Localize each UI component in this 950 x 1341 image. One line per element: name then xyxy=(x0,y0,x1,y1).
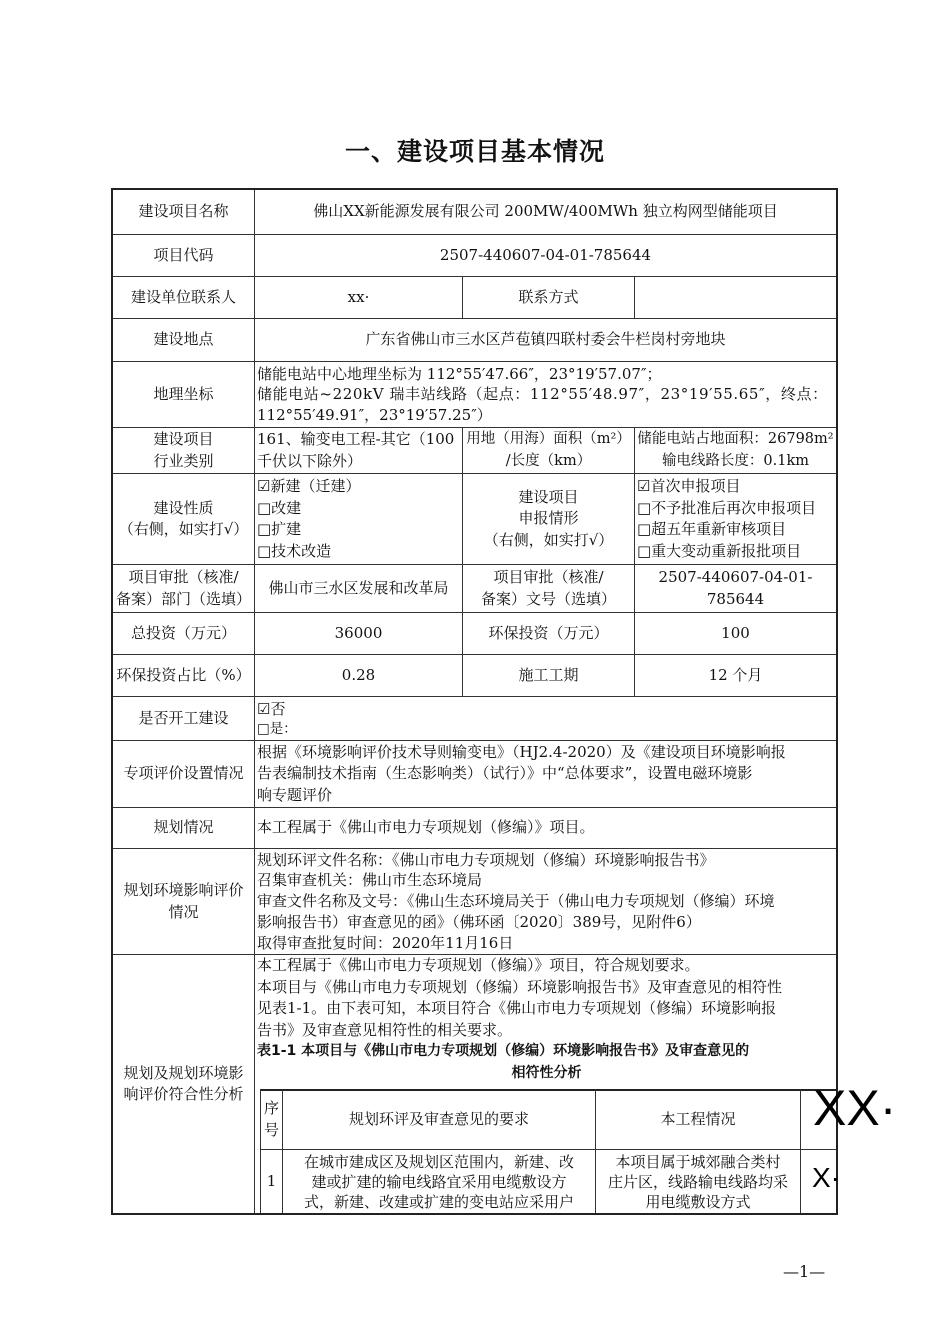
label-line: （右侧，如实打√） xyxy=(483,530,614,549)
table-header-requirement: 规划环评及审查意见的要求 xyxy=(348,1109,529,1128)
value-line: 输电线路长度：0.1km xyxy=(661,452,810,469)
info-table xyxy=(111,188,838,1215)
text-line: 审查文件名称及文号：《佛山生态环境局关于（佛山电力专项规划（修编）环境 xyxy=(257,892,775,911)
label-approval-number xyxy=(463,565,634,612)
cell-line: 庄片区，线路输电线路均采 xyxy=(607,1172,788,1191)
value-contact-method xyxy=(635,277,836,318)
label-coordinates: 地理坐标 xyxy=(153,384,214,403)
label-special-assessment: 专项评价设置情况 xyxy=(123,764,244,783)
label-contact-person: 建设单位联系人 xyxy=(130,287,236,306)
coord-line: 储能电站中心地理坐标为 112°55′47.66″，23°19′57.07″； xyxy=(257,364,662,383)
checkbox-option[interactable]: □重大变动重新报批项目 xyxy=(637,541,802,560)
text-line: 告书》及审查意见相符性的相关要求。 xyxy=(257,1020,513,1039)
table-row-requirement xyxy=(283,1150,595,1213)
text-line: 取得审查批复时间：2020年11月16日 xyxy=(257,933,514,952)
cell-line: 用电缆敷设方式 xyxy=(645,1192,751,1211)
table-caption: 表1-1 本项目与《佛山市电力专项规划（修编）环境影响报告书》及审查意见的 xyxy=(257,1043,750,1060)
label-industry-category xyxy=(113,428,254,473)
value-env-ratio: 0.28 xyxy=(341,665,376,684)
value-special-assessment xyxy=(255,741,836,807)
label-land-area xyxy=(463,428,634,473)
label-line: 规划环境影响评价 xyxy=(123,881,244,899)
page-number: —1— xyxy=(783,1262,826,1281)
label-planning: 规划情况 xyxy=(153,818,214,837)
value-contact-person: xx· xyxy=(347,287,370,306)
checkbox-option[interactable]: □是： xyxy=(257,720,297,737)
coord-line: 112°55′49.91″，23°19′57.25″） xyxy=(257,405,492,424)
table-row-number: 1 xyxy=(266,1171,277,1190)
table-header-number xyxy=(261,1090,282,1149)
table-caption: 相符性分析 xyxy=(511,1064,582,1081)
checkbox-option[interactable]: ☑新建（迁建） xyxy=(257,477,361,495)
label-line: 规划及规划环境影 xyxy=(123,1063,244,1082)
label-line: （右侧，如实打√） xyxy=(118,520,249,538)
cell-line: 式，新建、改建或扩建的变电站应采用户 xyxy=(303,1192,574,1211)
label-project-name: 建设项目名称 xyxy=(138,202,229,221)
label-line: 建设项目 xyxy=(153,430,214,448)
page-title: 一、建设项目基本情况 xyxy=(344,137,605,166)
text-line: 本工程属于《佛山市电力专项规划（修编）》项目，符合规划要求。 xyxy=(257,956,700,974)
checkbox-option[interactable]: ☑否 xyxy=(257,699,286,718)
label-total-investment: 总投资（万元） xyxy=(130,623,236,642)
label-construction-started: 是否开工建设 xyxy=(138,708,229,727)
label-location: 建设地点 xyxy=(153,330,214,349)
label-line: 用地（用海）面积（m²） xyxy=(466,431,631,447)
redaction-mark-small: X· xyxy=(812,1162,840,1193)
label-line: 建设项目 xyxy=(518,487,579,506)
label-construction-nature xyxy=(113,474,254,564)
label-line: 备案）文号（选填） xyxy=(480,589,616,608)
text-line: 响专题评价 xyxy=(257,785,333,804)
label-conformity-analysis xyxy=(113,955,254,1213)
label-line: 情况 xyxy=(168,902,199,921)
cell-line: 建或扩建的输电线路宜采用电缆敷设方 xyxy=(311,1172,567,1191)
label-project-code: 项目代码 xyxy=(153,245,214,264)
value-construction-period: 12 个月 xyxy=(708,665,763,684)
value-line: 储能电站占地面积：26798m² xyxy=(637,431,834,447)
construction-started-options xyxy=(255,697,836,740)
text-line: 规划环评文件名称：《佛山市电力专项规划（修编）环境影响报告书》 xyxy=(257,850,715,869)
redaction-mark-large: XX· xyxy=(813,1080,897,1136)
header-line: 号 xyxy=(263,1120,279,1139)
text-line: 本项目与《佛山市电力专项规划（修编）环境影响报告书》及审查意见的相符性 xyxy=(257,977,783,996)
label-line: 项目审批（核准/ xyxy=(493,568,604,586)
label-application-status xyxy=(463,474,634,564)
checkbox-option[interactable]: □改建 xyxy=(257,498,302,517)
cell-line: 本项目属于城郊融合类村 xyxy=(615,1152,781,1171)
label-line: 项目审批（核准/ xyxy=(128,568,239,586)
value-line: 千伏以下除外） xyxy=(257,451,363,470)
header-line: 序 xyxy=(263,1099,279,1117)
checkbox-option[interactable]: □扩建 xyxy=(257,520,302,538)
checkbox-option[interactable]: □技术改造 xyxy=(257,541,332,560)
text-line: 影响报告书）审查意见的函》（佛环函〔2020〕389号，见附件6） xyxy=(257,912,701,931)
label-line: 行业类别 xyxy=(153,451,214,470)
value-project-code: 2507-440607-04-01-785644 xyxy=(439,245,652,264)
label-env-investment: 环保投资（万元） xyxy=(488,623,609,642)
value-planning-eia xyxy=(255,849,836,954)
label-contact-method: 联系方式 xyxy=(518,287,579,306)
value-env-investment: 100 xyxy=(721,623,750,642)
coord-line: 储能电站~220kV 瑞丰站线路（起点：112°55′48.97″，23°19′55.65″，终点： xyxy=(257,385,828,404)
text-line: 见表1-1。由下表可知，本项目符合《佛山市电力专项规划（修编）环境影响报 xyxy=(257,999,777,1018)
label-line: 响评价符合性分析 xyxy=(123,1085,244,1103)
label-approval-dept xyxy=(113,565,254,612)
value-planning: 本工程属于《佛山市电力专项规划（修编）》项目。 xyxy=(257,818,595,837)
label-line: 建设性质 xyxy=(153,498,214,517)
value-total-investment: 36000 xyxy=(334,623,383,642)
text-line: 告表编制技术指南（生态影响类）（试行）》中“总体要求”，设置电磁环境影 xyxy=(257,764,753,783)
value-project-name: 佛山XX新能源发展有限公司 200MW/400MWh 独立构网型储能项目 xyxy=(313,202,778,221)
text-line: 召集审查机关：佛山市生态环境局 xyxy=(257,871,483,890)
value-location: 广东省佛山市三水区芦苞镇四联村委会牛栏岗村旁地块 xyxy=(365,330,726,349)
text-line: 根据《环境影响评价技术导则输变电》（HJ2.4-2020）及《建设项目环境影响报 xyxy=(257,742,786,761)
value-approval-dept: 佛山市三水区发展和改革局 xyxy=(268,578,449,597)
label-line: 申报情形 xyxy=(518,509,579,528)
cell-line: 在城市建成区及规划区范围内，新建、改 xyxy=(303,1152,574,1171)
table-row-project xyxy=(596,1150,800,1213)
value-land-area xyxy=(635,428,836,473)
checkbox-option[interactable]: □不予批准后再次申报项目 xyxy=(637,498,817,517)
label-env-ratio: 环保投资占比（%） xyxy=(116,665,251,684)
label-planning-eia xyxy=(113,849,254,954)
checkbox-option[interactable]: ☑首次申报项目 xyxy=(637,477,741,495)
construction-nature-options xyxy=(255,474,462,564)
label-line: 备案）部门（选填） xyxy=(115,589,251,608)
value-approval-number: 2507-440607-04-01-785644 xyxy=(658,568,813,608)
value-coordinates xyxy=(255,362,836,427)
conformity-table xyxy=(260,1089,836,1213)
checkbox-option[interactable]: □超五年重新审核项目 xyxy=(637,520,787,538)
label-construction-period: 施工工期 xyxy=(518,665,579,684)
value-industry-category xyxy=(255,428,462,473)
application-status-options xyxy=(635,474,836,564)
label-line: /长度（km） xyxy=(505,452,592,469)
table-header-project: 本工程情况 xyxy=(660,1109,736,1128)
value-line: 161、输变电工程-其它（100 xyxy=(257,430,455,448)
